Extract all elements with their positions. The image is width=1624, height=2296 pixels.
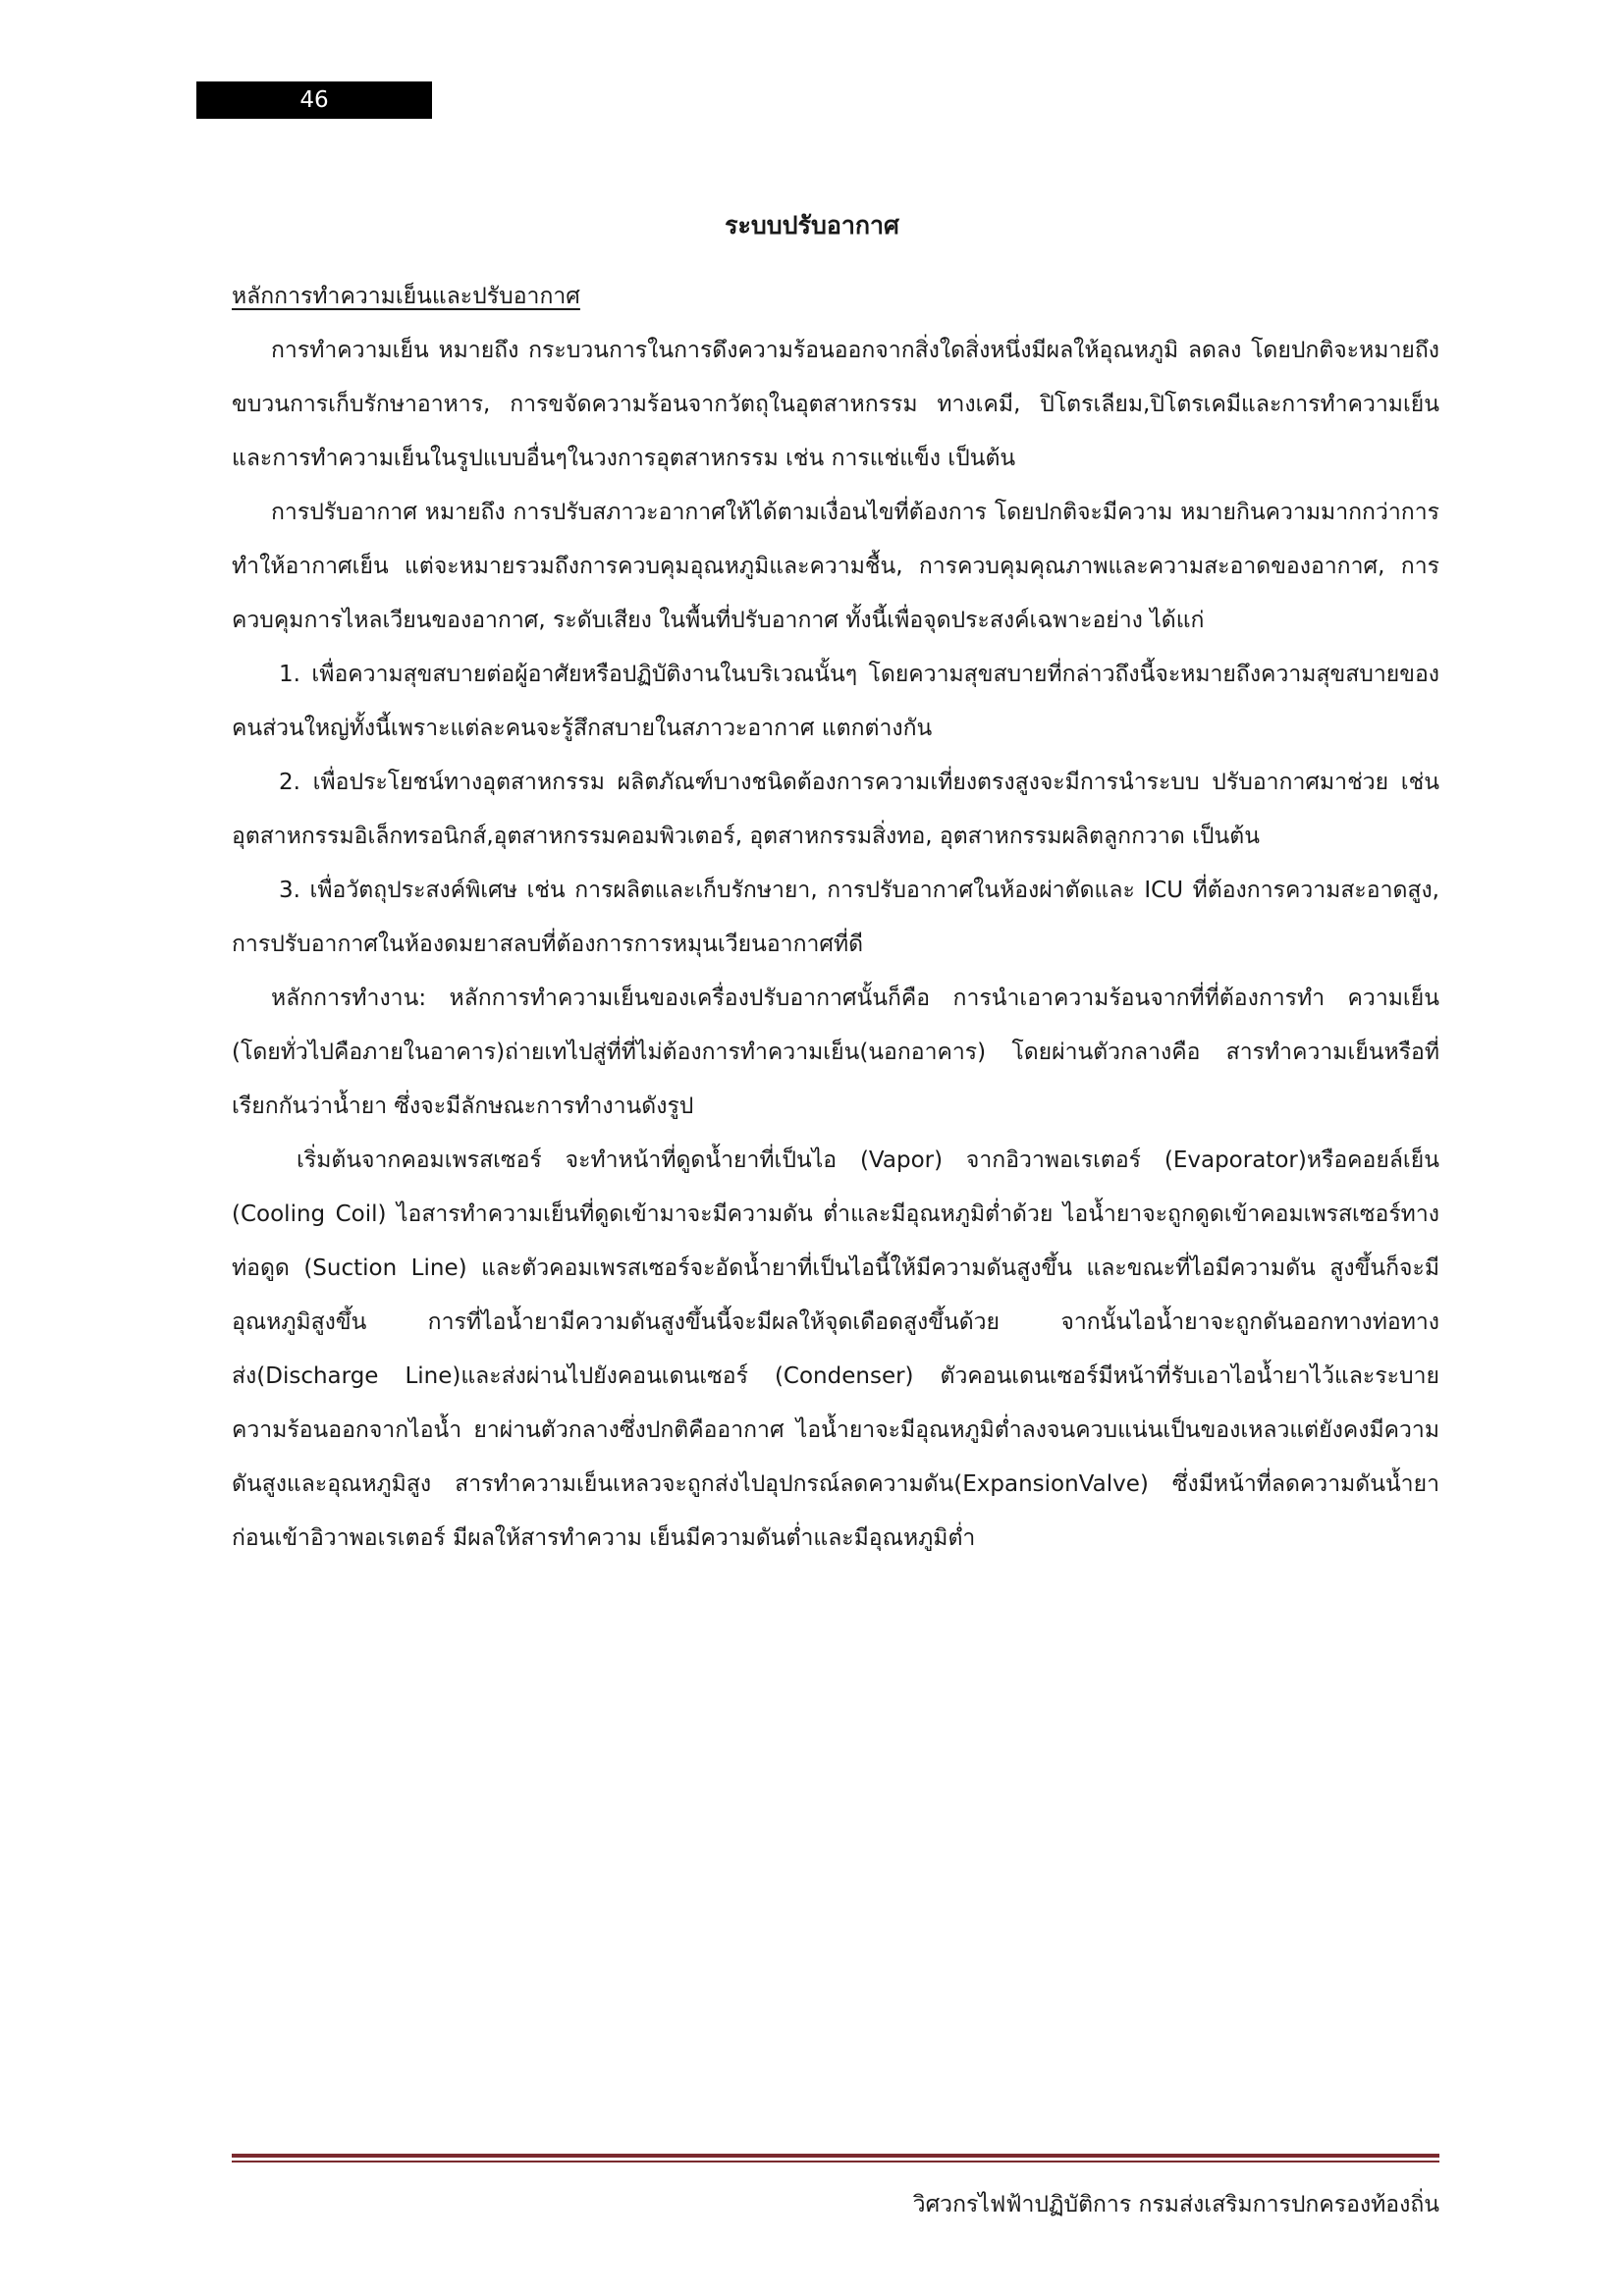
list-item-special-purpose: 3. เพื่อวัตถุประสงค์พิเศษ เช่น การผลิตและเก็บรักษายา, การปรับอากาศในห้องผ่าตัดและ ICU ที่ต้องการความสะอาดสูง, การปรับอากาศในห้องดมยาสลบที่ต้องการการหมุนเวียนอากาศที่ดี <box>232 878 1439 957</box>
footer-divider-thin <box>232 2161 1439 2163</box>
list-item-industrial: 2. เพื่อประโยชน์ทางอุตสาหกรรม ผลิตภัณฑ์บางชนิดต้องการความเที่ยงตรงสูงจะมีการนำระบบ ปรับอากาศมาช่วย เช่น อุตสาหกรรมอิเล็กทรอนิกส์,อุตสาหกรรมคอมพิวเตอร์, อุตสาหกรรมสิ่งทอ, อุตสาหกรรมผลิตลูกกวาด เป็นต้น <box>232 770 1439 849</box>
page-number: 46 <box>196 81 432 119</box>
document-title: ระบบปรับอากาศ <box>725 211 899 240</box>
footer-divider <box>232 2154 1439 2165</box>
section-heading: หลักการทำความเย็นและปรับอากาศ <box>232 284 580 309</box>
footer-text: วิศวกรไฟฟ้าปฏิบัติการ กรมส่งเสริมการปกครองท้องถิ่น <box>912 2192 1439 2217</box>
document-body <box>232 270 1439 1566</box>
list-item-comfort: 1. เพื่อความสุขสบายต่อผู้อาศัยหรือปฏิบัติงานในบริเวณนั้นๆ โดยความสุขสบายที่กล่าวถึงนี้จะหมายถึงความสุขสบายของคนส่วนใหญ่ทั้งนี้เพราะแต่ละคนจะรู้สึกสบายในสภาวะอากาศ แตกต่างกัน <box>232 662 1439 741</box>
paragraph-working-principle: หลักการทำงาน: หลักการทำความเย็นของเครื่องปรับอากาศนั้นก็คือ การนำเอาความร้อนจากที่ที่ต้องการทำ ความเย็น (โดยทั่วไปคือภายในอาคาร)ถ่ายเทไปสู่ที่ที่ไม่ต้องการทำความเย็น(นอกอาคาร) โดยผ่านตัวกลางคือ สารทำความเย็นหรือที่เรียกกันว่าน้ำยา ซึ่งจะมีลักษณะการทำงานดังรูป <box>232 986 1439 1119</box>
paragraph-cooling-definition: การทำความเย็น หมายถึง กระบวนการในการดึงความร้อนออกจากสิ่งใดสิ่งหนึ่งมีผลให้อุณหภูมิ ลดลง โดยปกติจะหมายถึง ขบวนการเก็บรักษาอาหาร, การขจัดความร้อนจากวัตถุในอุตสาหกรรม ทางเคมี, ปิโตรเลียม,ปิโตรเคมีและการทำความเย็น และการทำความเย็นในรูปแบบอื่นๆในวงการอุตสาหกรรม เช่น การแช่แข็ง เป็นต้น <box>232 338 1439 471</box>
paragraph-air-conditioning-definition: การปรับอากาศ หมายถึง การปรับสภาวะอากาศให้ได้ตามเงื่อนไขที่ต้องการ โดยปกติจะมีความ หมายกินความมากกว่าการทำให้อากาศเย็น แต่จะหมายรวมถึงการควบคุมอุณหภูมิและความชื้น, การควบคุมคุณภาพและความสะอาดของอากาศ, การควบคุมการไหลเวียนของอากาศ, ระดับเสียง ในพื้นที่ปรับอากาศ ทั้งนี้เพื่อจุดประสงค์เฉพาะอย่าง ได้แก่ <box>232 500 1439 633</box>
paragraph-refrigeration-cycle: เริ่มต้นจากคอมเพรสเซอร์ จะทำหน้าที่ดูดน้ำยาที่เป็นไอ (Vapor) จากอิวาพอเรเตอร์ (Evaporator)หรือคอยล์เย็น (Cooling Coil) ไอสารทำความเย็นที่ดูดเข้ามาจะมีความดัน ต่ำและมีอุณหภูมิต่ำด้วย ไอน้ำยาจะถูกดูดเข้าคอมเพรสเซอร์ทางท่อดูด (Suction Line) และตัวคอมเพรสเซอร์จะอัดน้ำยาที่เป็นไอนี้ให้มีความดันสูงขึ้น และขณะที่ไอมีความดัน สูงขึ้นก็จะมีอุณหภูมิสูงขึ้น การที่ไอน้ำยามีความดันสูงขึ้นนี้จะมีผลให้จุดเดือดสูงขึ้นด้วย จากนั้นไอน้ำยาจะถูกดันออกทางท่อทางส่ง(Discharge Line)และส่งผ่านไปยังคอนเดนเซอร์ (Condenser) ตัวคอนเดนเซอร์มีหน้าที่รับเอาไอน้ำยาไว้และระบาย ความร้อนออกจากไอน้ำ ยาผ่านตัวกลางซึ่งปกติคืออากาศ ไอน้ำยาจะมีอุณหภูมิต่ำลงจนควบแน่นเป็นของเหลวแต่ยังคงมีความดันสูงและอุณหภูมิสูง สารทำความเย็นเหลวจะถูกส่งไปอุปกรณ์ลดความดัน(ExpansionValve) ซึ่งมีหน้าที่ลดความดันน้ำยาก่อนเข้าอิวาพอเรเตอร์ มีผลให้สารทำความ เย็นมีความดันต่ำและมีอุณหภูมิต่ำ <box>232 1148 1439 1551</box>
footer-divider-thick <box>232 2154 1439 2158</box>
